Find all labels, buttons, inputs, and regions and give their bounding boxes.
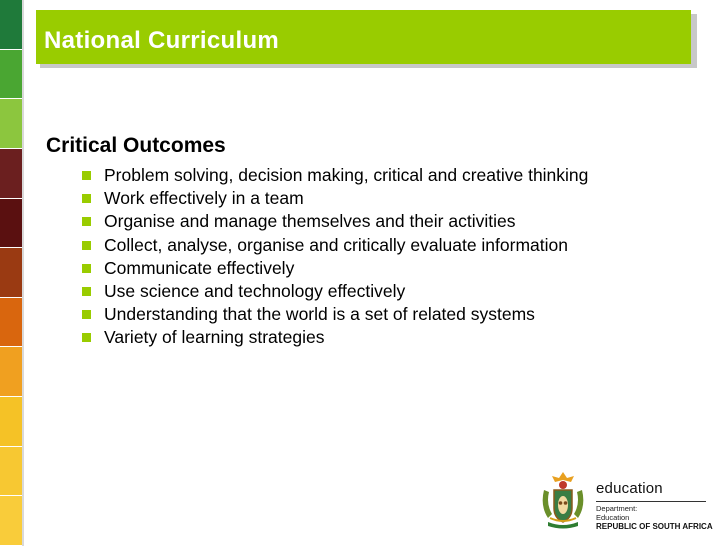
section-heading: Critical Outcomes (46, 134, 226, 157)
square-bullet-icon (82, 171, 91, 180)
strip-block (0, 50, 22, 100)
bullet-text: Variety of learning strategies (104, 327, 325, 348)
strip-shadow (22, 0, 24, 546)
square-bullet-icon (82, 194, 91, 203)
strip-block (0, 149, 22, 199)
logo-divider (596, 501, 706, 502)
title-bar (36, 10, 691, 64)
square-bullet-icon (82, 241, 91, 250)
slide-title: National Curriculum (44, 27, 280, 54)
square-bullet-icon (82, 333, 91, 342)
bullet-text: Communicate effectively (104, 257, 295, 278)
bullet-item (80, 326, 706, 349)
bullet-text: Organise and manage themselves and their activities (104, 211, 516, 232)
bullet-item (80, 257, 706, 280)
strip-block (0, 0, 22, 50)
square-bullet-icon (82, 310, 91, 319)
color-strip (0, 0, 22, 546)
bullet-item (80, 187, 706, 210)
slide-content (46, 134, 706, 350)
bullet-text: Understanding that the world is a set of related systems (104, 304, 535, 325)
bullet-item (80, 280, 706, 303)
logo-word: education (596, 480, 663, 497)
strip-block (0, 347, 22, 397)
strip-block (0, 397, 22, 447)
bullet-text: Problem solving, decision making, critical and creative thinking (104, 165, 589, 185)
bullet-text: Use science and technology effectively (104, 281, 406, 302)
strip-block (0, 447, 22, 497)
bullet-item (80, 303, 706, 326)
bullet-item (80, 210, 706, 233)
logo-republic: REPUBLIC OF SOUTH AFRICA (596, 522, 713, 531)
strip-block (0, 496, 22, 546)
bullet-item (80, 234, 706, 257)
strip-block (0, 248, 22, 298)
education-logo (538, 468, 718, 536)
bullet-list (46, 164, 706, 350)
square-bullet-icon (82, 287, 91, 296)
logo-department: Department: (596, 504, 638, 513)
square-bullet-icon (82, 217, 91, 226)
strip-block (0, 199, 22, 249)
coat-of-arms-icon (538, 468, 588, 532)
square-bullet-icon (82, 264, 91, 273)
strip-block (0, 298, 22, 348)
bullet-text: Collect, analyse, organise and critically evaluate information (104, 234, 568, 255)
bullet-text: Work effectively in a team (104, 188, 304, 209)
bullet-item (80, 164, 706, 187)
strip-block (0, 99, 22, 149)
logo-education: Education (596, 513, 630, 522)
